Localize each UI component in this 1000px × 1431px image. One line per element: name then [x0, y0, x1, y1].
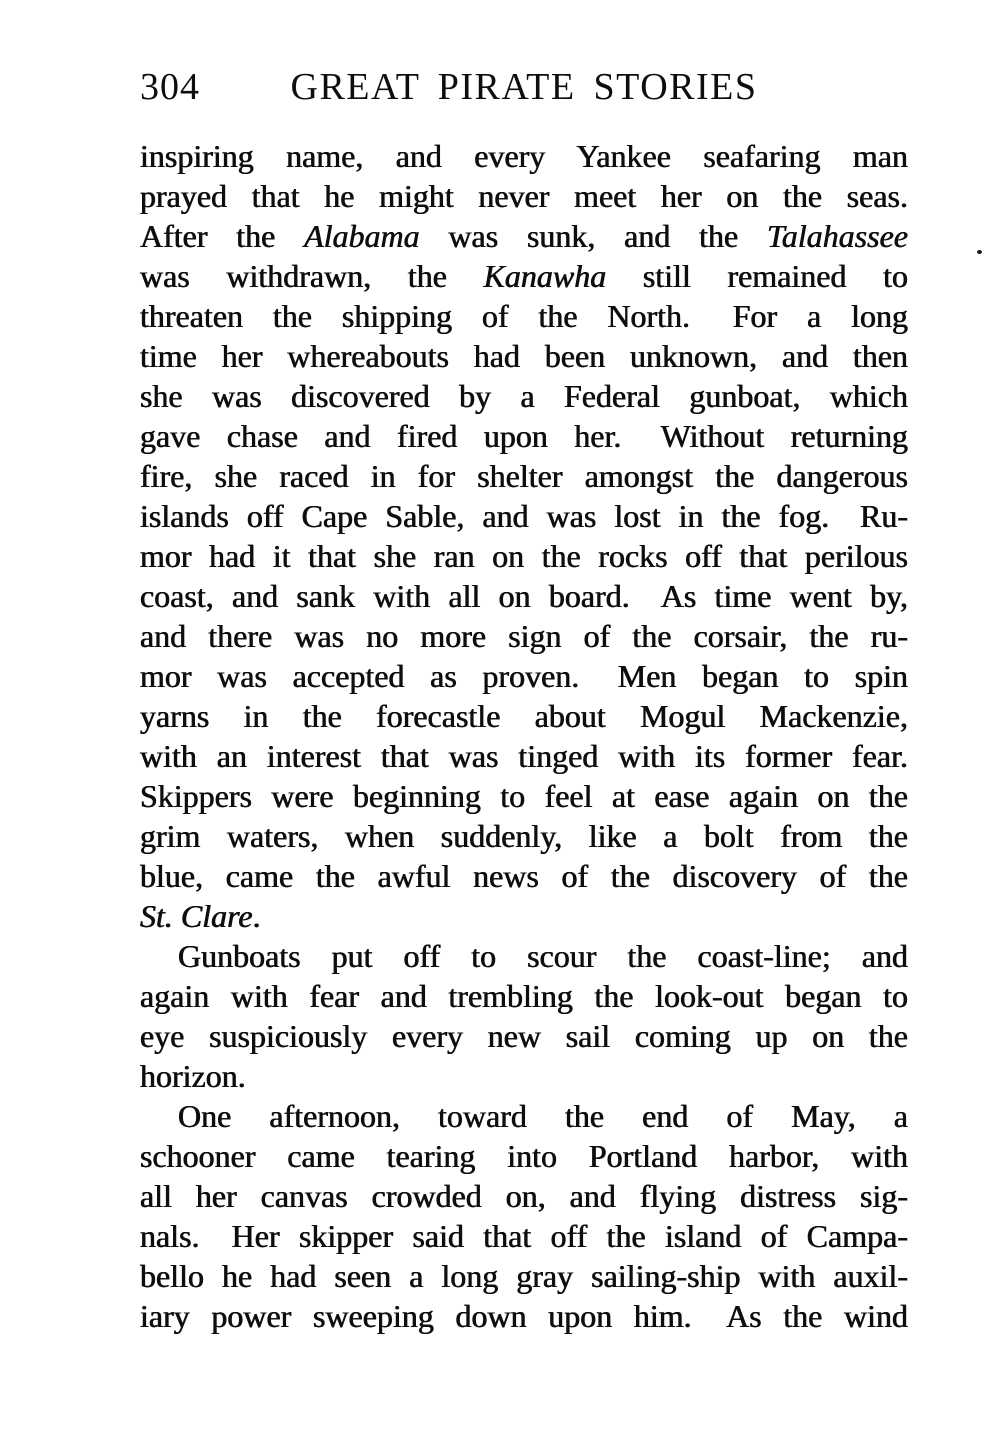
text-line: [140, 416, 908, 456]
text-segment: was sunk, and the: [419, 218, 767, 254]
text-line: [140, 616, 908, 656]
text-segment: iary power sweeping down upon him.: [140, 1298, 692, 1334]
text-segment: Gunboats put off to scour the coast-line; and: [178, 938, 908, 974]
text-line: [140, 1136, 908, 1176]
text-segment: Her skipper said that off the island of Campa-: [231, 1218, 909, 1254]
ink-speck: [977, 250, 982, 254]
text-segment: As time went by,: [660, 578, 909, 614]
text-line: [140, 1176, 908, 1216]
text-segment: coast, and sank with all on board.: [140, 578, 630, 614]
text-segment: After the: [140, 218, 305, 254]
text-segment: blue, came the awful news of the discovery of the: [140, 858, 908, 894]
text-segment: horizon.: [140, 1058, 246, 1094]
text-segment: Men began to spin: [617, 658, 909, 694]
text-segment: was withdrawn, the: [140, 258, 484, 294]
text-line: [140, 1216, 908, 1256]
text-line: [140, 856, 908, 896]
text-line: [140, 456, 908, 496]
text-line: [140, 656, 908, 696]
text-segment: prayed that he might never meet her on the seas.: [140, 178, 908, 214]
text-line: [140, 1056, 908, 1096]
text-segment: mor was accepted as proven.: [140, 658, 580, 694]
text-line: [140, 176, 908, 216]
text-line: [140, 1016, 908, 1056]
text-segment: time her whereabouts had been unknown, and then: [140, 338, 908, 374]
text-segment: she was discovered by a Federal gunboat, which: [140, 378, 908, 414]
text-segment: grim waters, when suddenly, like a bolt from the: [140, 818, 908, 854]
text-segment: schooner came tearing into Portland harbor, with: [140, 1138, 908, 1174]
text-segment: eye suspiciously every new sail coming up on the: [140, 1018, 908, 1054]
text-segment: One afternoon, toward the end of May, a: [178, 1098, 908, 1134]
text-line: [140, 216, 908, 256]
text-segment: inspiring name, and every Yankee seafaring man: [140, 138, 908, 174]
text-line: [140, 336, 908, 376]
text-line: [140, 896, 908, 936]
text-line: [140, 256, 908, 296]
text-segment: fire, she raced in for shelter amongst the dangerous: [140, 458, 908, 494]
italic-text: Alabama: [304, 218, 420, 254]
text-segment: islands off Cape Sable, and was lost in the fog.: [140, 498, 830, 534]
text-segment: nals.: [140, 1218, 200, 1254]
text-line: [140, 936, 908, 976]
text-line: [140, 816, 908, 856]
text-line: [140, 1296, 908, 1336]
text-segment: bello he had seen a long gray sailing-ship with auxil-: [140, 1258, 908, 1294]
text-segment: still remained to: [606, 258, 909, 294]
text-segment: Without returning: [660, 418, 909, 454]
text-line: [140, 296, 908, 336]
text-segment: As the wind: [726, 1298, 909, 1334]
italic-text: Kanawha: [483, 258, 607, 294]
text-line: [140, 376, 908, 416]
text-segment: again with fear and trembling the look-out began to: [140, 978, 908, 1014]
page-header: [140, 64, 908, 110]
text-segment: mor had it that she ran on the rocks off that perilous: [140, 538, 908, 574]
text-line: [140, 576, 908, 616]
running-title: GREAT PIRATE STORIES: [290, 66, 758, 108]
text-segment: Skippers were beginning to feel at ease again on the: [140, 778, 908, 814]
text-line: [140, 136, 908, 176]
text-segment: Ru-: [860, 498, 909, 534]
text-segment: .: [252, 898, 261, 934]
text-line: [140, 1096, 908, 1136]
text-line: [140, 696, 908, 736]
text-line: [140, 496, 908, 536]
text-segment: and there was no more sign of the corsair, the ru-: [140, 618, 908, 654]
text-segment: For a long: [732, 298, 908, 334]
text-segment: gave chase and fired upon her.: [140, 418, 622, 454]
text-line: [140, 536, 908, 576]
text-segment: with an interest that was tinged with its former fear.: [140, 738, 908, 774]
page-text: [140, 136, 908, 1336]
text-segment: yarns in the forecastle about Mogul Mackenzie,: [140, 698, 908, 734]
text-line: [140, 776, 908, 816]
text-line: [140, 736, 908, 776]
text-line: [140, 976, 908, 1016]
page-number: 304: [140, 66, 200, 108]
text-segment: threaten the shipping of the North.: [140, 298, 691, 334]
text-line: [140, 1256, 908, 1296]
text-segment: all her canvas crowded on, and flying distress sig-: [140, 1178, 908, 1214]
italic-text: St. Clare: [140, 898, 253, 934]
italic-text: Talahassee: [766, 218, 909, 254]
